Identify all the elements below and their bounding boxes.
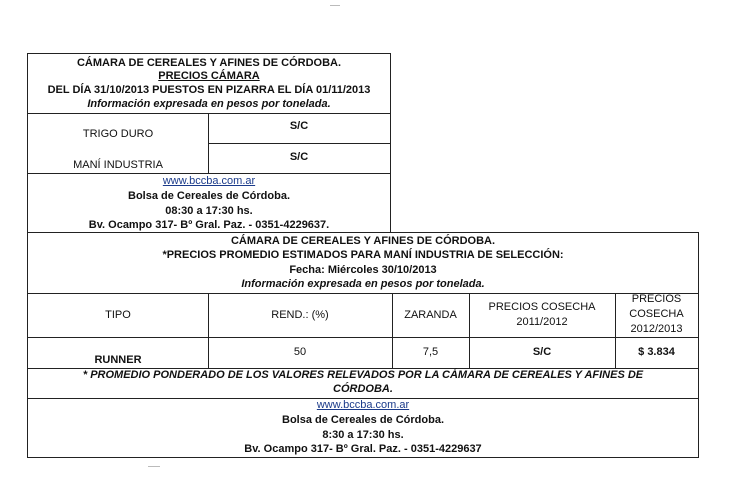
- block2-title: CÁMARA DE CEREALES Y AFINES DE CÓRDOBA.: [230, 235, 496, 247]
- cell-cosecha-2012: $ 3.834: [638, 346, 675, 358]
- block2-subtitle: *PRECIOS PROMEDIO ESTIMADOS PARA MANÍ INDUSTRIA DE SELECCIÓN:: [162, 249, 564, 261]
- col-header-cosecha-2011: PRECIOS COSECHA: [488, 301, 596, 313]
- col-header-cosecha-2011-year: 2011/2012: [516, 316, 568, 328]
- col-header-cosecha-2012-label: COSECHA: [629, 308, 684, 320]
- block1-subtitle: PRECIOS CÁMARA: [158, 70, 260, 82]
- divider: [28, 337, 698, 338]
- block2-date-line: Fecha: Miércoles 30/10/2013: [289, 264, 437, 276]
- block2-website-link[interactable]: www.bccba.com.ar: [316, 399, 410, 411]
- product-trigo-duro: TRIGO DURO: [82, 128, 154, 140]
- cell-zaranda: 7,5: [422, 346, 439, 358]
- col-header-cosecha-2012: PRECIOS: [631, 293, 682, 305]
- mani-seleccion-table: [27, 232, 699, 458]
- col-header-rend: REND.: (%): [271, 309, 329, 321]
- block1-title: CÁMARA DE CEREALES Y AFINES DE CÓRDOBA.: [76, 57, 342, 69]
- col-header-tipo: TIPO: [105, 309, 131, 321]
- product-mani-industria: MANÍ INDUSTRIA: [73, 159, 163, 171]
- divider: [28, 173, 390, 174]
- divider: [28, 293, 698, 294]
- footnote-line1: * PROMEDIO PONDERADO DE LOS VALORES RELEVADOS POR LA CÁMARA DE CEREALES Y AFINES DE: [82, 369, 644, 381]
- col-header-cosecha-2012-year: 2012/2013: [630, 323, 683, 335]
- cell-cosecha-2011: S/C: [532, 346, 552, 358]
- block1-org-name: Bolsa de Cereales de Córdoba.: [128, 190, 290, 202]
- scan-speck: [148, 466, 160, 467]
- block1-hours: 08:30 a 17:30 hs.: [165, 205, 253, 217]
- precios-camara-table: [27, 53, 391, 233]
- cell-tipo: RUNNER: [94, 354, 142, 366]
- block1-address: Bv. Ocampo 317- Bº Gral. Paz. - 0351-4229637.: [88, 219, 330, 231]
- price-mani-industria: S/C: [289, 151, 309, 163]
- cell-rend: 50: [293, 346, 307, 358]
- col-header-zaranda: ZARANDA: [404, 309, 457, 321]
- block2-org-name: Bolsa de Cereales de Córdoba.: [282, 414, 444, 426]
- footnote-line2: CÓRDOBA.: [333, 383, 393, 395]
- block2-note: Información expresada en pesos por tonelada.: [241, 278, 485, 290]
- block2-address: Bv. Ocampo 317- Bº Gral. Paz. - 0351-4229637: [244, 443, 482, 455]
- scan-speck: [330, 5, 340, 6]
- block2-hours: 8:30 a 17:30 hs.: [322, 429, 404, 441]
- divider: [28, 113, 390, 114]
- block1-date-line: DEL DÍA 31/10/2013 PUESTOS EN PIZARRA EL DÍA 01/11/2013: [47, 84, 371, 96]
- block1-website-link[interactable]: www.bccba.com.ar: [162, 175, 256, 187]
- block1-note: Información expresada en pesos por tonelada.: [87, 98, 331, 110]
- price-trigo-duro: S/C: [289, 120, 309, 132]
- divider: [208, 143, 390, 144]
